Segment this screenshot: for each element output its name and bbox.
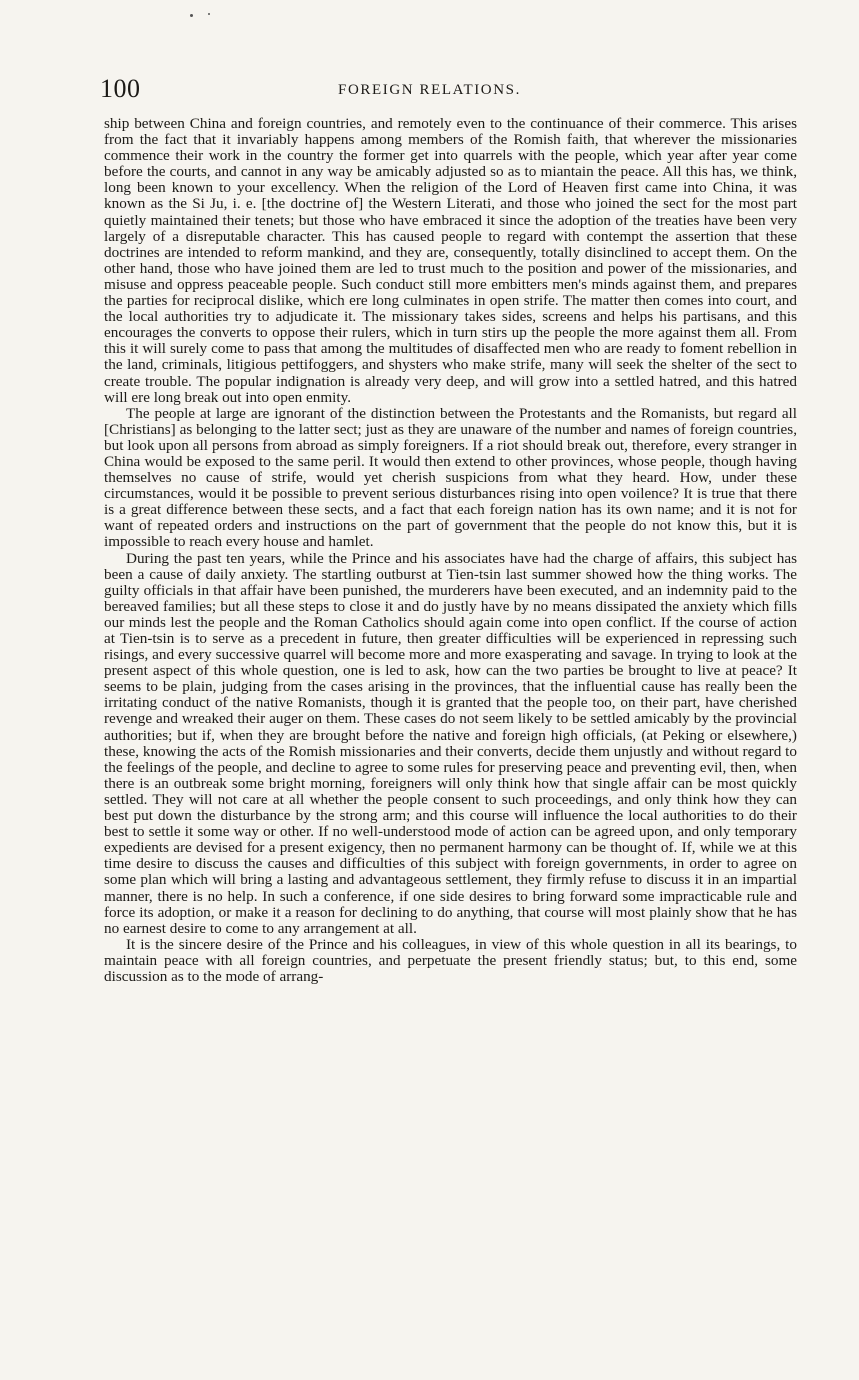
paragraph: During the past ten years, while the Prince and his associates have had the charge of affairs, this subject has been a cause of daily anxiety. The startling outburst at Tien-tsin last summer showed how the thing works. The guilty officials in that affair have been punished, the murderers have been executed, and an indemnity paid to the bereaved families; but all these steps to close it and do justly have by no means dissipated the anxiety which fills our minds lest the people and the Roman Catholics should again come into open conflict. If the course of action at Tien-tsin is to serve as a precedent in future, then greater difficulties will be experienced in repressing such risings, and every successive quarrel will become more and more exasperating and savage. In trying to look at the present aspect of this whole question, one is led to ask, how can the two parties be brought to live at peace? It seems to be plain, judging from the cases arising in the provinces, that the influential cause has really been the irritating conduct of the native Romanists, though it is granted that the people too, on their part, have cherished revenge and wreaked their auger on them. These cases do not seem likely to be settled amicably by the provincial authorities; but if, when they are brought before the native and foreign high officials, (at Peking or elsewhere,) these, knowing the acts of the Romish missionaries and their converts, decide them unjustly and without regard to the feelings of the people, and decline to agree to some rules for preserving peace and preventing evil, then, when there is an outbreak some bright morning, foreigners will only think how that single affair can be most quickly settled. They will not care at all whether the people consent to such proceedings, and only think how they can best put down the disturbance by the strong arm; and this course will influence the local authorities to do their best to settle it some way or other. If no well-understood mode of action can be agreed upon, and only temporary expedients are devised for a present exigency, then no permanent harmony can be thought of. If, while we at this time desire to discuss the causes and difficulties of this subject with foreign governments, in order to agree on some plan which will bring a lasting and advantageous settlement, they firmly refuse to discuss it in an impartial manner, there is no help. In such a conference, if one side desires to bring forward some impracticable rule and force its adoption, or make it a reason for declining to do anything, that course will most plainly show that he has no earnest desire to come to any arrangement at all.: [104, 549, 797, 937]
paragraph: It is the sincere desire of the Prince and his colleagues, in view of this whole question in all its bearings, to maintain peace with all foreign countries, and perpetuate the present friendly status; but, to this end, some discussion as to the mode of arrang-: [104, 935, 797, 985]
running-head: FOREIGN RELATIONS.: [338, 82, 521, 98]
body-text: [104, 116, 797, 985]
print-speck: [190, 14, 193, 17]
page-header: [100, 72, 800, 106]
print-speck: [208, 13, 210, 15]
page-number: 100: [100, 74, 141, 103]
paragraph: ship between China and foreign countries, and remotely even to the continuance of their commerce. This arises from the fact that it invariably happens among members of the Romish faith, that wherever the missionaries commence their work in the country the former get into quarrels with the people, which year after year come before the courts, and cannot in any way be amicably adjusted so as to miantain the peace. All this has, we think, long been known to your excellency. When the religion of the Lord of Heaven first came into China, it was known as the Si Ju, i. e. [the doctrine of] the Western Literati, and those who joined the sect for the most part quietly maintained their tenets; but those who have embraced it since the adoption of the treaties have been very largely of a disreputable character. This has caused people to regard with contempt the assertion that these doctrines are intended to reform mankind, and they are, consequently, totally disinclined to accept them. On the other hand, those who have joined them are led to trust much to the position and power of the missionaries, and misuse and oppress peaceable people. Such conduct still more embitters men's minds against them, and prepares the parties for reciprocal dislike, which ere long culminates in open strife. The matter then comes into court, and the local authorities try to adjudicate it. The missionary takes sides, screens and helps his partisans, and this encourages the converts to oppose their rulers, which in turn stirs up the people the more against them all. From this it will surely come to pass that among the multitudes of disaffected men who are ready to foment rebellion in the land, criminals, litigious pettifoggers, and shysters who make strife, many will seek the shelter of the sect to create trouble. The popular indignation is already very deep, and will grow into a settled hatred, and this hatred will ere long break out into open enmity.: [104, 115, 797, 406]
paragraph: The people at large are ignorant of the distinction between the Protestants and the Romanists, but regard all [Christians] as belonging to the latter sect; just as they are unaware of the number and names of foreign countries, but look upon all persons from abroad as simply foreigners. If a riot should break out, therefore, every stranger in China would be exposed to the same peril. It would then extend to other provinces, whose people, though having themselves no cause of strife, would yet cherish suspicions from what they heard. How, under these circumstances, would it be possible to prevent serious disturbances rising into open voilence? It is true that there is a great difference between these sects, and a fact that each foreign nation has its own name; and it is not for want of repeated orders and instructions on the part of government that the people do not know this, but it is impossible to reach every house and hamlet.: [104, 404, 797, 551]
